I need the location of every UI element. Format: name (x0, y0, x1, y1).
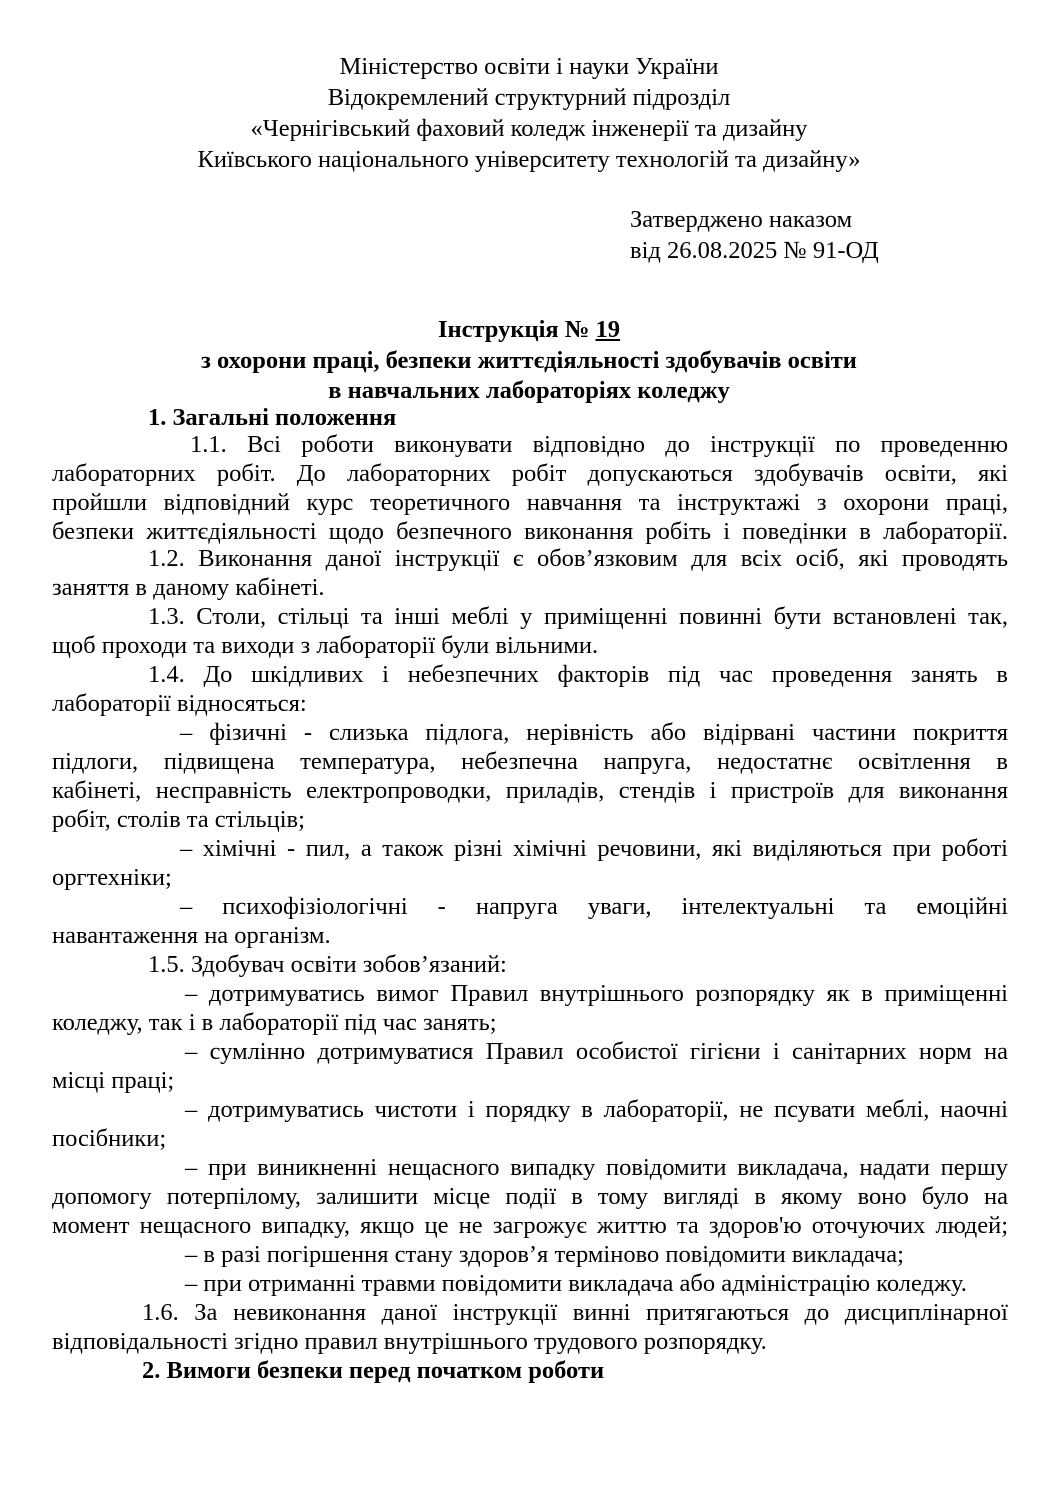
list-item-line: допомогу потерпілому, залишити місце події в тому вигляді в якому воно було на (52, 1183, 1008, 1210)
ministry-name: Міністерство освіти і науки України (339, 53, 719, 80)
list-item-line: – сумлінно дотримуватися Правил особистої гігієни і санітарних норм на (185, 1038, 1008, 1065)
list-item-line: – фізичні - слизька підлога, нерівність або відірвані частини покриття (180, 719, 1008, 746)
paragraph-line: заняття в даному кабінеті. (52, 574, 325, 601)
college-name-line1: «Чернігівський фаховий коледж інженерії та дизайну (250, 115, 808, 142)
instruction-title-prefix: Інструкція № (437, 316, 596, 343)
approval-line2: від 26.08.2025 № 91-ОД (630, 237, 879, 264)
paragraph-line: 1.3. Столи, стільці та інші меблі у приміщенні повинні бути встановлені так, (148, 603, 1008, 630)
paragraph-line: лабораторних робіт. До лабораторних робіт допускаються здобувачів освіти, які (52, 460, 1008, 487)
section1-heading: 1. Загальні положення (148, 404, 397, 431)
paragraph-line: 1.2. Виконання даної інструкції є обов’язковим для всіх осіб, які проводять (148, 545, 1008, 572)
instruction-number: 19 (595, 316, 621, 343)
list-item-line: робіт, столів та стільців; (52, 806, 305, 833)
paragraph-line: безпеки життєдіяльності щодо безпечного виконання робіть і поведінки в лабораторії. (52, 518, 1008, 545)
paragraph-line: 1.6. За невиконання даної інструкції винні притягаються до дисциплінарної (142, 1299, 1008, 1326)
section2-heading: 2. Вимоги безпеки перед початком роботи (142, 1357, 605, 1384)
list-item-line: – дотримуватись чистоти і порядку в лабораторії, не псувати меблі, наочні (185, 1096, 1008, 1123)
list-item-line: підлоги, підвищена температура, небезпечна напруга, недостатнє освітлення в (52, 748, 1008, 775)
paragraph-line: 1.5. Здобувач освіти зобов’язаний: (148, 951, 507, 978)
paragraph-line: 1.1. Всі роботи виконувати відповідно до інструкції по проведенню (190, 431, 1008, 458)
instruction-title (0, 315, 1058, 345)
list-item-line: – при виникненні нещасного випадку повідомити викладача, надати першу (185, 1154, 1008, 1181)
paragraph-line: 1.4. До шкідливих і небезпечних факторів під час проведення занять в (148, 661, 1008, 688)
list-item-line: момент нещасного випадку, якщо це не загрожує життю та здоров'ю оточуючих людей; (52, 1212, 1008, 1239)
list-item-line: кабінеті, несправність електропроводки, приладів, стендів і пристроїв для виконання (52, 777, 1008, 804)
list-item-line: навантаження на організм. (52, 922, 331, 949)
list-item-line: – дотримуватись вимог Правил внутрішнього розпорядку як в приміщенні (185, 980, 1008, 1007)
college-name-line2: Київського національного університету технологій та дизайну» (197, 146, 861, 173)
instruction-subtitle-line1: з охорони праці, безпеки життєдіяльності здобувачів освіти (201, 347, 857, 374)
paragraph-line: лабораторії відносяться: (52, 690, 307, 717)
list-item-line: – психофізіологічні - напруга уваги, інтелектуальні та емоційні (180, 893, 1008, 920)
paragraph-line: відповідальності згідно правил внутрішнього трудового розпорядку. (52, 1328, 767, 1355)
paragraph-line: пройшли відповідний курс теоретичного навчання та інструктажі з охорони праці, (52, 489, 1008, 516)
approval-line1: Затверджено наказом (630, 206, 853, 233)
list-item-line: посібники; (52, 1125, 167, 1152)
subdivision-name: Відокремлений структурний підрозділ (327, 84, 731, 111)
list-item-line: оргтехніки; (52, 864, 172, 891)
list-item-line: – при отриманні травми повідомити викладача або адміністрацію коледжу. (185, 1270, 967, 1297)
list-item-line: – хімічні - пил, а також різні хімічні речовини, які виділяються при роботі (180, 835, 1008, 862)
list-item-line: коледжу, так і в лабораторії під час занять; (52, 1009, 497, 1036)
paragraph-line: щоб проходи та виходи з лабораторії були вільними. (52, 632, 599, 659)
list-item-line: місці праці; (52, 1067, 175, 1094)
list-item-line: – в разі погіршення стану здоров’я терміново повідомити викладача; (185, 1241, 904, 1268)
instruction-subtitle-line2: в навчальних лабораторіях коледжу (328, 377, 730, 404)
